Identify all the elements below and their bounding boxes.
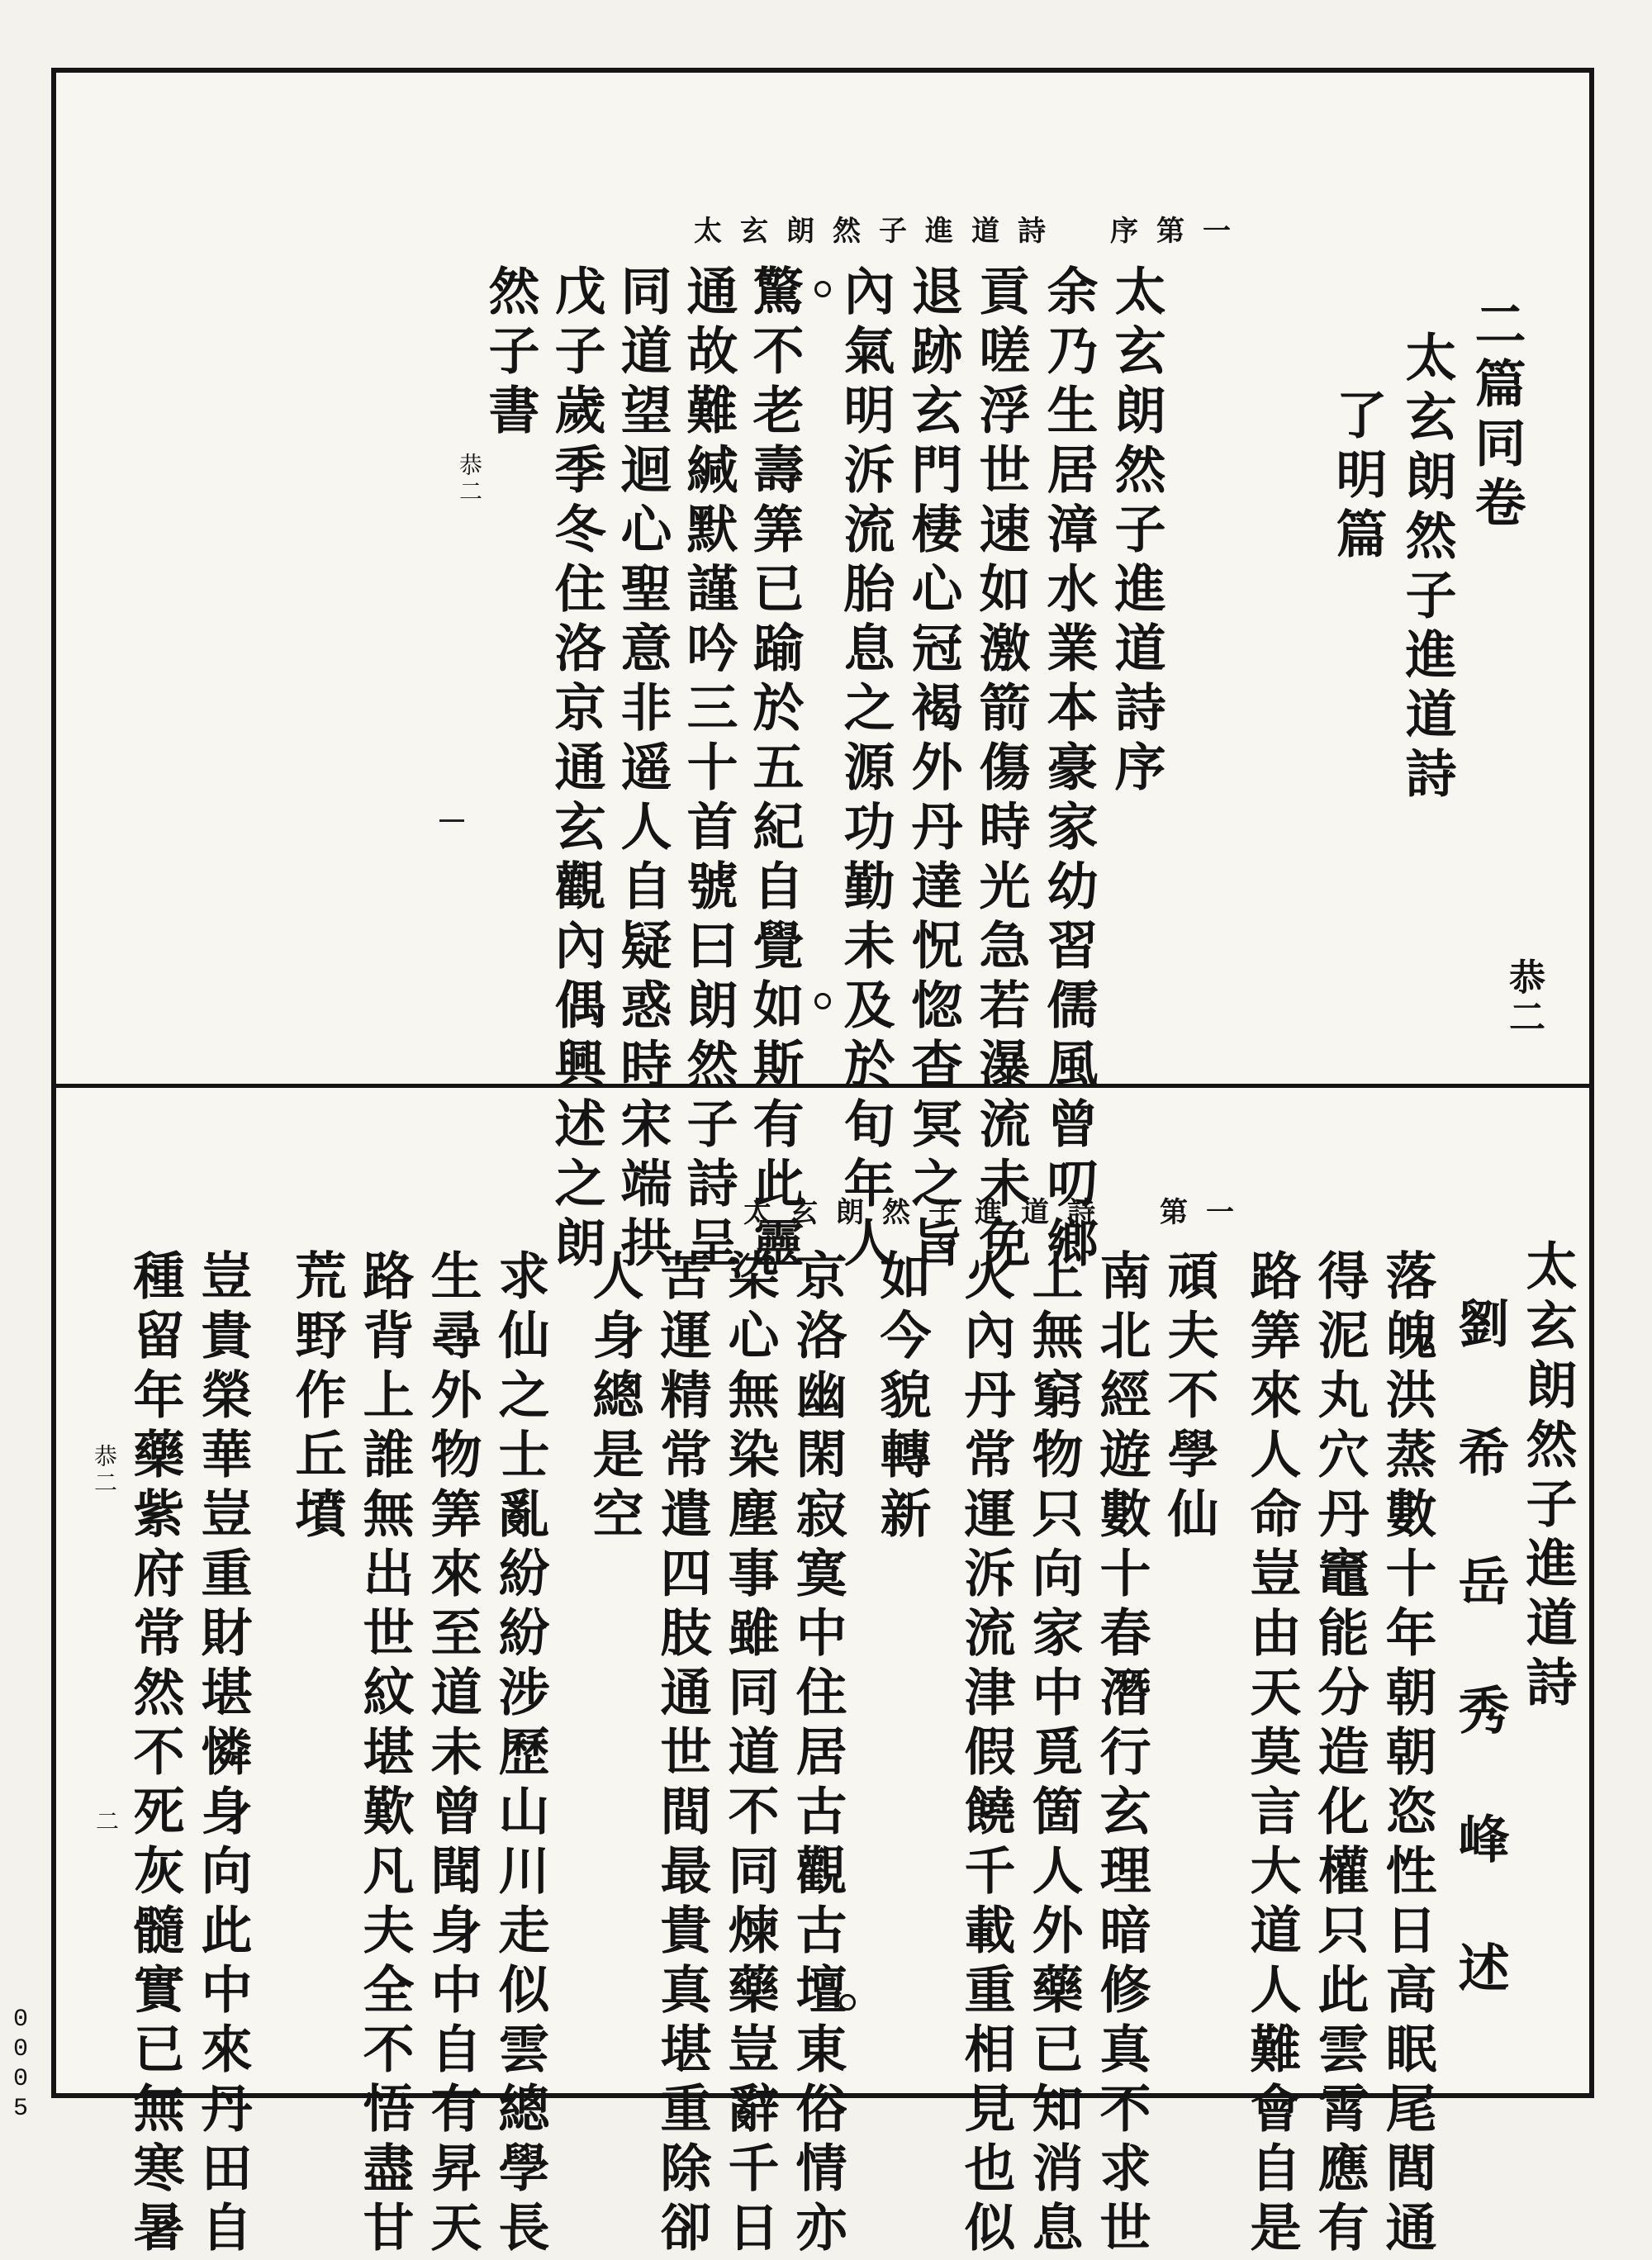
bottom-small-note: 恭二 bbox=[91, 1444, 118, 1497]
top-col-4: 太玄朗然子進道詩序 bbox=[1106, 264, 1166, 800]
bottom-col-15: 求仙之士亂紛紛涉歷山川走似雲總學長 bbox=[490, 1249, 550, 2260]
bottom-circle-mark-2 bbox=[839, 1994, 856, 2011]
margin-page-number: 0005 bbox=[7, 2006, 35, 2125]
top-col-1: 二篇同卷 bbox=[1466, 297, 1526, 535]
bottom-col-11: 京洛幽閑寂寞中住居古觀古壇東俗情亦 bbox=[787, 1249, 847, 2260]
top-col-10: 通故難緘默謹吟三十首號曰朗然子詩呈 bbox=[678, 264, 738, 1275]
top-dash-mark bbox=[439, 819, 464, 822]
bottom-col-16: 生尋外物筭來至道未曾聞身中自有昇天 bbox=[422, 1249, 482, 2260]
top-circle-mark-2 bbox=[814, 993, 831, 1009]
top-col-2: 太玄朗然子進道詩 bbox=[1397, 330, 1457, 806]
bottom-circle-mark-1 bbox=[938, 1234, 955, 1251]
top-col-9: 驚不老壽筭已踰於五紀自覺如斯有此靈 bbox=[744, 264, 805, 1275]
top-col-5: 余乃生居漳水業本豪家幼習儒風曾叨鄉 bbox=[1038, 264, 1099, 1275]
running-head-bottom: 太玄朗然子進道詩 第一 bbox=[743, 1196, 1252, 1229]
bottom-col-20: 種留年藥紫府常然不死灰髓實已無寒暑 bbox=[125, 1249, 185, 2260]
bottom-col-6: 頑夫不學仙 bbox=[1159, 1249, 1219, 1546]
bottom-col-2: 劉 希 岳 秀 峰 述 bbox=[1450, 1297, 1510, 2006]
bottom-col-9: 火內丹常運泝流津假饒千載重相見也似 bbox=[956, 1249, 1016, 2260]
top-volume-note: 恭二 bbox=[1502, 958, 1545, 1037]
top-col-7: 退跡玄門棲心冠褐外丹達怳惚杳冥之旨 bbox=[903, 264, 963, 1275]
bottom-col-17: 路背上誰無出世紋堪歎凡夫全不悟盡甘 bbox=[354, 1249, 415, 2260]
top-small-note: 恭二 bbox=[456, 453, 483, 506]
bottom-col-8: 上無窮物只向家中覓箇人外藥已知消息 bbox=[1023, 1249, 1084, 2260]
top-circle-mark-1 bbox=[814, 281, 831, 297]
bottom-col-12: 染心無染塵事雖同道不同煉藥豈辭千日 bbox=[719, 1249, 780, 2260]
running-head-top: 太玄朗然子進道詩 序第一 bbox=[694, 215, 1249, 248]
bottom-col-3: 落魄洪蒸數十年朝朝恣性日高眠尾閭通 bbox=[1377, 1249, 1437, 2260]
bottom-col-1: 太玄朗然子進道詩 bbox=[1517, 1239, 1578, 1715]
top-col-11: 同道望迴心聖意非遥人自疑惑時宋端拱 bbox=[612, 264, 672, 1275]
top-col-8: 內氣明泝流胎息之源功勤未及於旬年人 bbox=[835, 264, 895, 1275]
top-col-12: 戊子歲季冬住洛京通玄觀內偶興述之朗 bbox=[546, 264, 606, 1275]
top-col-13: 然子書 bbox=[480, 264, 540, 443]
bottom-col-14: 人身總是空 bbox=[584, 1249, 644, 1546]
bottom-col-7: 南北經遊數十春潛行玄理暗修真不求世 bbox=[1091, 1249, 1151, 2260]
bottom-col-5: 路筭來人命豈由天莫言大道人難會自是 bbox=[1241, 1249, 1302, 2260]
top-col-3: 了明篇 bbox=[1327, 388, 1388, 567]
panel-divider bbox=[51, 1084, 1594, 1088]
bottom-col-19: 豈貴榮華豈重財堪憐身向此中來丹田自 bbox=[192, 1249, 253, 2260]
top-col-6: 貢嗟浮世速如激箭傷時光急若瀑流未免 bbox=[971, 264, 1031, 1275]
bottom-col-13: 苦運精常遣四肢通世間最貴真堪重除卻 bbox=[652, 1249, 712, 2260]
bottom-col-10: 如今貌轉新 bbox=[871, 1249, 932, 1546]
bottom-page-mark: 二 bbox=[93, 1809, 120, 1835]
bottom-col-18: 荒野作丘墳 bbox=[287, 1249, 347, 1546]
bottom-col-4: 得泥丸穴丹竈能分造化權只此雲霄應有 bbox=[1309, 1249, 1370, 2260]
